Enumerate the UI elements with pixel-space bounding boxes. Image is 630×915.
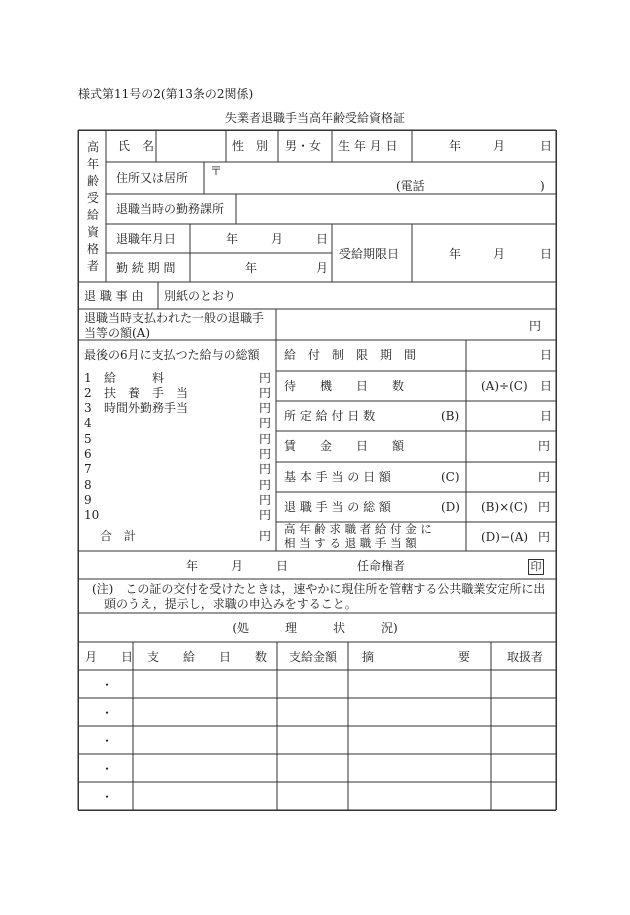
retire-year-unit: 年	[226, 232, 239, 246]
office-label: 退職当時の勤務課所	[116, 202, 225, 216]
birth-day-unit: 日	[540, 139, 553, 153]
salary-item-no: 6	[84, 447, 92, 461]
salary-item-no: 7	[84, 462, 92, 476]
retire-month-unit: 月	[271, 232, 284, 246]
postal-mark: 〒	[210, 164, 223, 178]
general-allowance-unit: 円	[529, 319, 542, 333]
salary-item-unit: 円	[259, 493, 272, 507]
calc-unit: 日	[540, 409, 553, 423]
deadline-year-unit: 年	[449, 247, 462, 261]
seal-stamp: 印	[528, 559, 544, 575]
salary-item-no: 2	[84, 386, 92, 400]
salary-item-unit: 円	[259, 447, 272, 461]
salary-item-no: 8	[84, 478, 92, 492]
issue-day-unit: 日	[276, 559, 289, 573]
issue-year-unit: 年	[186, 559, 199, 573]
col-header-date: 月 日	[85, 650, 134, 664]
name-field[interactable]	[157, 132, 225, 161]
calc-unit: 円	[538, 470, 551, 484]
calc-mark: (B)	[441, 409, 460, 423]
col-header-handler: 取扱者	[507, 650, 544, 664]
form-number: 様式第11号の2(第13条の2関係)	[78, 87, 254, 101]
document-title: 失業者退職手当高年齢受給資格証	[224, 111, 405, 125]
salary-item-no: 3	[84, 401, 92, 415]
note-line-1: (注) この証の交付を受けたときは，速やかに現住所を管轄する公共職業安定所に出	[92, 582, 546, 596]
col-header-summary: 摘 要	[362, 650, 471, 664]
salary-total-label: 合 計	[100, 529, 137, 543]
service-month-unit: 月	[316, 261, 329, 275]
phone-label: (電話	[396, 179, 425, 193]
row-date-mark: ・	[101, 706, 114, 720]
appointing-authority-label: 任命権者	[357, 559, 406, 573]
vertical-label-qualified-person: 高年齢受給資格者	[86, 140, 99, 273]
salary-item-no: 1	[84, 371, 92, 385]
retirement-reason-label: 退 職 事 由	[84, 289, 144, 303]
salary-heading: 最後の6月に支払つた給与の総額	[84, 348, 260, 362]
salary-item-unit: 円	[259, 432, 272, 446]
salary-item-unit: 円	[259, 401, 272, 415]
service-year-unit: 年	[245, 261, 258, 275]
salary-item-no: 4	[84, 416, 92, 430]
general-allowance-label-2: 当等の額(A)	[84, 326, 151, 340]
salary-item-no: 9	[84, 493, 92, 507]
general-allowance-label-1: 退職当時支払われた一般の退職手	[84, 311, 265, 325]
processing-heading: (処 理 状 況)	[232, 621, 398, 635]
calc-unit: 円	[538, 530, 551, 544]
calc-label: 退 職 手 当 の 総 額	[284, 500, 391, 514]
salary-item-unit: 円	[259, 386, 272, 400]
birth-year-unit: 年	[449, 139, 462, 153]
calc-unit: 円	[538, 439, 551, 453]
deadline-day-unit: 日	[540, 247, 553, 261]
deadline-month-unit: 月	[493, 247, 506, 261]
calc-unit: 円	[538, 500, 551, 514]
calc-label: 給 付 制 限 期 間	[284, 348, 417, 362]
name-label: 氏 名	[118, 139, 155, 153]
benefit-deadline-label: 受給期限日	[339, 247, 400, 261]
issue-month-unit: 月	[231, 559, 244, 573]
salary-item-unit: 円	[259, 371, 272, 385]
calc-label: 所 定 給 付 日 数	[284, 409, 376, 423]
salary-item-no: 10	[84, 508, 100, 522]
calc-unit: 日	[540, 348, 553, 362]
col-header-days: 支 給 日 数	[147, 650, 268, 664]
birthdate-label: 生 年 月 日	[338, 139, 398, 153]
service-period-label: 勤 続 期 間	[116, 261, 176, 275]
address-label: 住所又は居所	[116, 171, 189, 185]
calc-formula: (D)−(A)	[481, 530, 529, 544]
retirement-date-label: 退職年月日	[116, 232, 177, 246]
calc-unit: 日	[540, 379, 553, 393]
retire-day-unit: 日	[316, 232, 329, 246]
salary-item-unit: 円	[259, 416, 272, 430]
salary-item-label: 給 料	[104, 371, 165, 385]
calc-formula: (A)÷(C)	[481, 379, 528, 393]
calc-label: 賃 金 日 額	[284, 439, 405, 453]
calc-formula: (B)×(C)	[481, 500, 528, 514]
row-date-mark: ・	[101, 678, 114, 692]
salary-item-unit: 円	[259, 462, 272, 476]
calc-label: 待 機 日 数	[284, 379, 405, 393]
retirement-reason-value: 別紙のとおり	[164, 289, 237, 303]
note-line-2: 頭のうえ，提示し，求職の申込みをすること。	[104, 597, 357, 611]
salary-item-label: 扶 養 手 当	[104, 386, 189, 400]
salary-item-no: 5	[84, 432, 92, 446]
salary-item-label: 時間外勤務手当	[104, 401, 189, 415]
salary-item-unit: 円	[259, 508, 272, 522]
birth-month-unit: 月	[493, 139, 506, 153]
calc-mark: (D)	[441, 500, 460, 514]
salary-item-unit: 円	[259, 478, 272, 492]
salary-total-unit: 円	[259, 529, 272, 543]
phone-close: )	[540, 179, 545, 193]
row-date-mark: ・	[101, 762, 114, 776]
calc-label: 基 本 手 当 の 日 額	[284, 470, 391, 484]
calc-label-line1: 高 年 齢 求 職 者 給 付 金 に	[284, 522, 432, 536]
calc-mark: (C)	[441, 470, 460, 484]
col-header-amount: 支給金額	[289, 650, 338, 664]
row-date-mark: ・	[101, 734, 114, 748]
gender-options[interactable]: 男・女	[285, 139, 322, 153]
gender-label: 性 別	[232, 139, 269, 153]
calc-label-line2: 相 当 す る 退 職 手 当 額	[284, 536, 417, 550]
row-date-mark: ・	[101, 790, 114, 804]
